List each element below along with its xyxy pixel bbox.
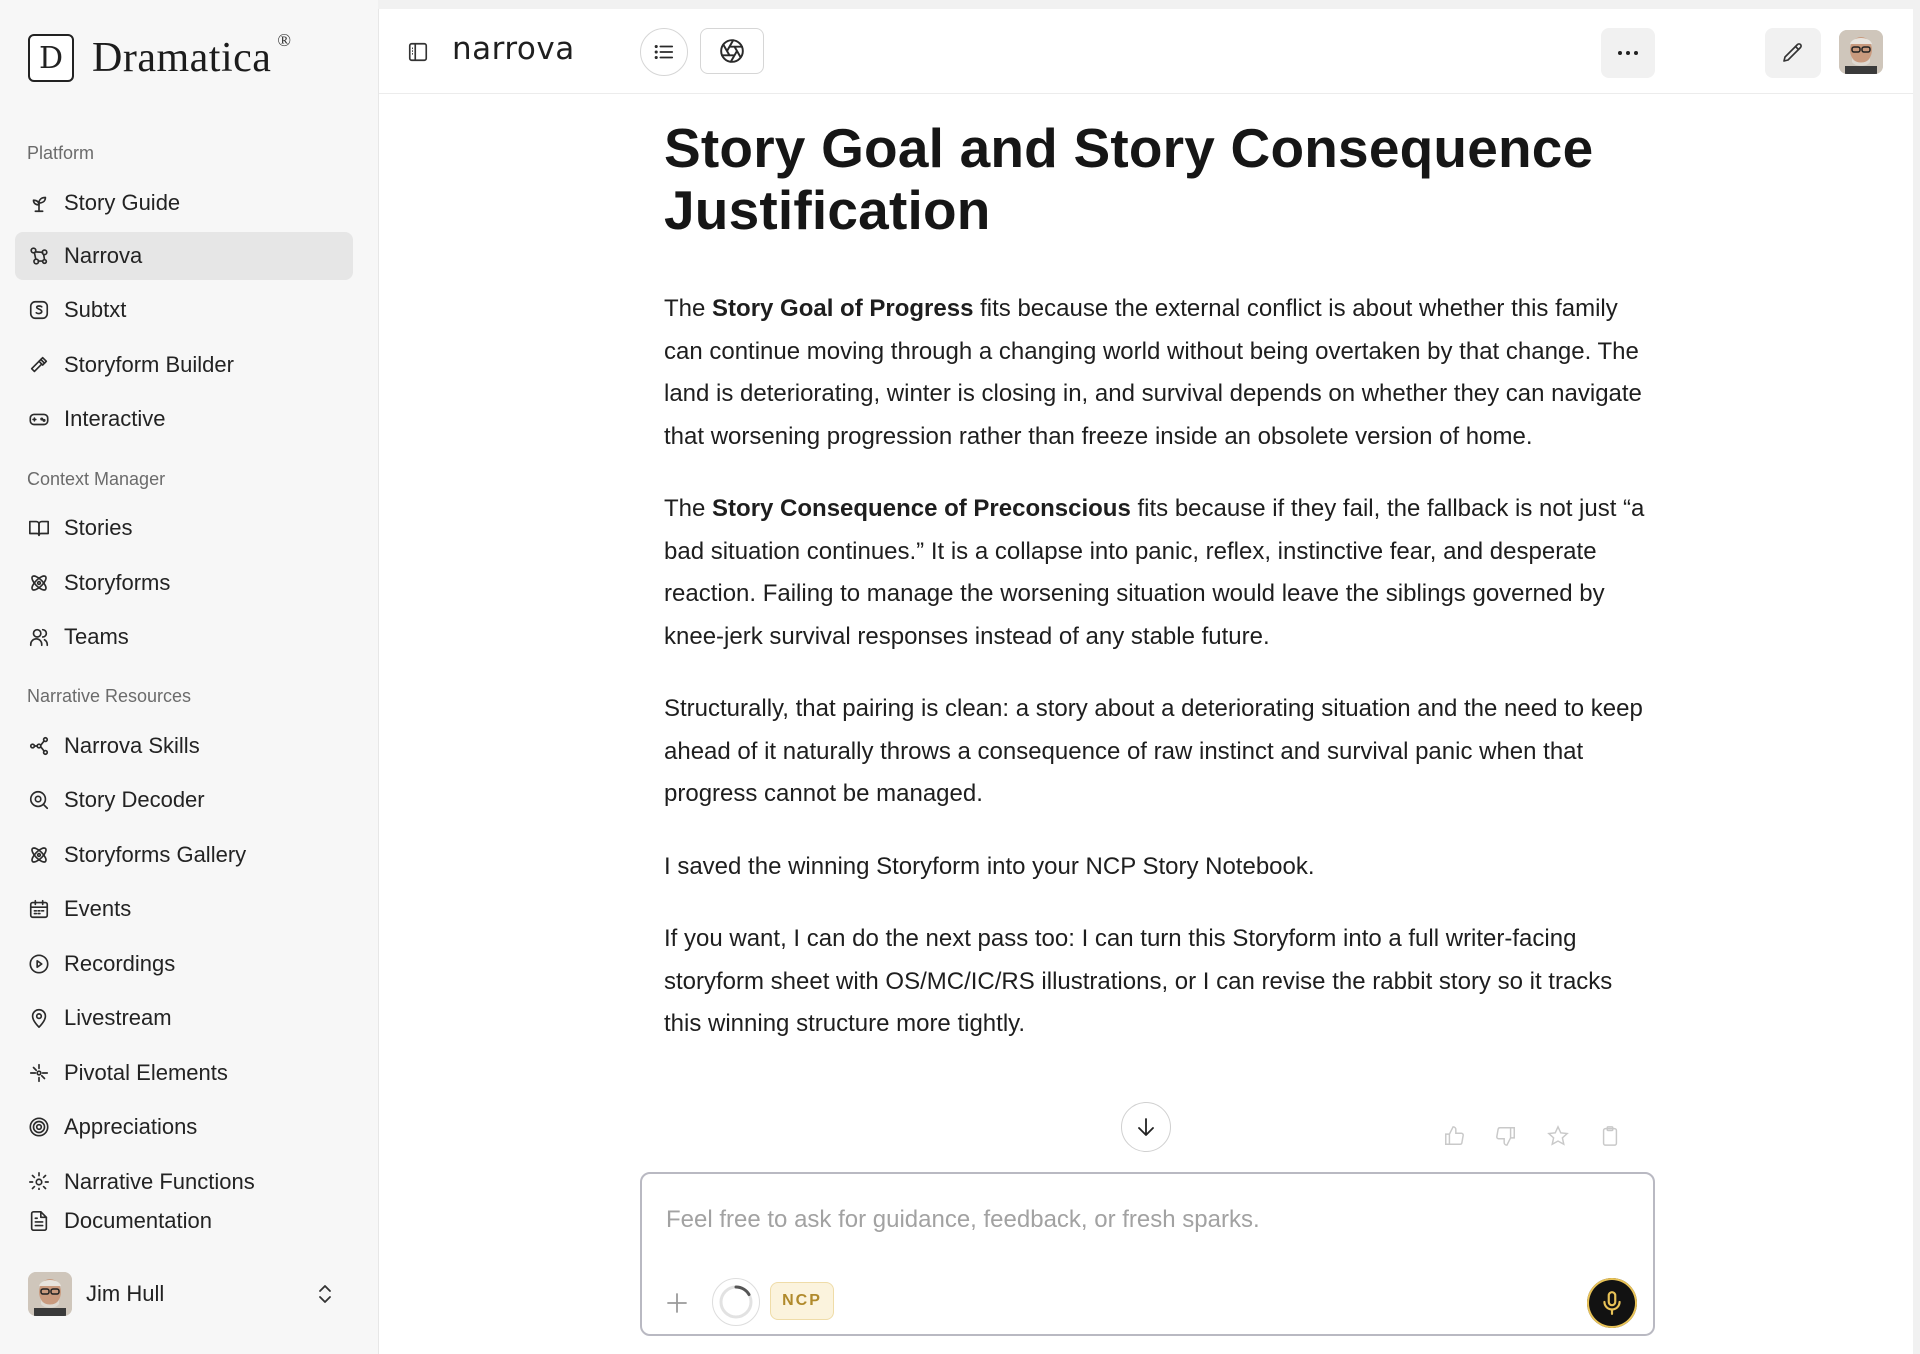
main-panel — [378, 9, 1913, 1354]
sidebar-item-label: Storyforms — [64, 570, 171, 595]
sidebar-item-label: Story Guide — [64, 190, 181, 215]
sidebar-scroll-clip — [0, 1160, 378, 1190]
pencil-icon — [1781, 41, 1805, 65]
sidebar-item-storyforms[interactable] — [15, 559, 353, 607]
sidebar-item-subtxt[interactable] — [15, 286, 353, 334]
message-composer — [640, 1172, 1655, 1336]
voice-input-button[interactable] — [1587, 1278, 1637, 1328]
add-attachment-button[interactable] — [662, 1288, 692, 1318]
paragraph-story-goal: The Story Goal of Progress fits because the external conflict is about whether this family can continue moving through a changing world without being overtaken by that change. The land is deteriorating, winter is closing in, and survival depends on whether they can navigate that worsening progression rather than freeze inside an obsolete version of home. — [664, 295, 1642, 450]
paragraph-structure: Structurally, that pairing is clean: a story about a deteriorating situation and the need to keep ahead of it naturally throws a consequence of raw instinct and survival panic when that progress cannot be managed. — [664, 695, 1643, 807]
sidebar-item-label: Narrative Functions — [64, 1169, 255, 1190]
message-actions — [1443, 1125, 1621, 1147]
arrow-down-icon — [1134, 1115, 1158, 1139]
atom-icon — [28, 572, 50, 594]
sidebar-item-livestream[interactable] — [15, 994, 353, 1042]
sprout-icon — [28, 192, 50, 214]
sidebar-item-label: Livestream — [64, 1005, 172, 1030]
sidebar — [0, 0, 378, 1354]
map-pin-icon — [28, 1007, 50, 1029]
microphone-icon — [1599, 1290, 1625, 1316]
aperture-button[interactable] — [700, 28, 764, 74]
sidebar-item-label: Recordings — [64, 951, 176, 976]
sidebar-item-appreciations[interactable] — [15, 1103, 353, 1151]
gear-icon — [28, 1171, 50, 1190]
section-label-context-manager: Context Manager — [27, 469, 166, 489]
sidebar-item-documentation[interactable] — [15, 1197, 353, 1245]
sidebar-item-label: Stories — [64, 515, 133, 540]
sidebar-item-label: Story Decoder — [64, 787, 205, 812]
atom-icon — [28, 844, 50, 866]
paragraph-saved: I saved the winning Storyform into your NCP Story Notebook. — [664, 852, 1315, 880]
network-icon — [28, 245, 50, 267]
section-label-narrative-resources: Narrative Resources — [27, 686, 192, 706]
sidebar-item-pivotal-elements[interactable] — [15, 1049, 353, 1097]
sidebar-item-label: Documentation — [64, 1208, 212, 1233]
sidebar-item-label: Storyform Builder — [64, 352, 234, 377]
conversation-list-button[interactable] — [640, 28, 688, 76]
account-avatar[interactable] — [1839, 30, 1883, 74]
ncp-badge-button[interactable]: NCP — [770, 1282, 834, 1320]
chat-input[interactable] — [666, 1206, 1626, 1246]
sidebar-item-story-decoder[interactable] — [15, 776, 353, 824]
calendar-icon — [28, 898, 50, 920]
thumbs-up-icon[interactable] — [1443, 1125, 1465, 1147]
window-top-strip — [378, 0, 1920, 9]
sidebar-item-label: Narrova Skills — [64, 733, 200, 758]
sidebar-item-story-guide[interactable] — [15, 179, 353, 227]
sidebar-item-narrova[interactable] — [15, 232, 353, 280]
sidebar-item-label: Subtxt — [64, 297, 127, 322]
more-horizontal-icon — [1617, 50, 1639, 56]
user-menu[interactable] — [15, 1264, 353, 1324]
star-icon[interactable] — [1547, 1125, 1569, 1147]
sidebar-item-recordings[interactable] — [15, 940, 353, 988]
play-circle-icon — [28, 953, 50, 975]
sidebar-toggle-icon[interactable] — [407, 41, 429, 63]
brand-name: Dramatica — [92, 35, 272, 81]
section-label-platform: Platform — [27, 143, 95, 163]
aperture-icon — [719, 38, 745, 64]
hammer-icon — [28, 354, 50, 376]
paragraph-next-pass: If you want, I can do the next pass too: I can turn this Storyform into a full writer-facing storyform sheet with OS/MC/IC/RS illustrations, or I can revise the rabbit story so it tracks this winning structure more tightly. — [664, 925, 1613, 1037]
page-title: narrova — [452, 31, 575, 67]
sidebar-item-events[interactable] — [15, 885, 353, 933]
chevron-up-down-icon — [315, 1282, 335, 1306]
heading-line-2: Justification — [664, 179, 991, 241]
avatar — [28, 1272, 72, 1316]
dramatica-logo-icon — [28, 34, 74, 82]
paragraph-story-consequence: The Story Consequence of Preconscious fits because if they fail, the fallback is not just “a bad situation continues.” It is a collapse into panic, reflex, instinctive fear, and desperate reaction. Failing to manage the worsening situation would leave the siblings governed by knee-jerk survival responses instead of any stable future. — [664, 495, 1645, 650]
sidebar-item-stories[interactable] — [15, 504, 353, 552]
list-icon — [653, 41, 675, 63]
skills-icon — [28, 735, 50, 757]
more-options-button[interactable] — [1601, 28, 1655, 78]
bold-story-consequence: Story Consequence of Preconscious — [712, 495, 1131, 522]
sidebar-item-narrative-functions[interactable] — [15, 1160, 353, 1190]
target-icon — [28, 1116, 50, 1138]
window-right-strip — [1913, 0, 1920, 1354]
sidebar-item-label: Appreciations — [64, 1114, 198, 1139]
sidebar-item-storyform-builder[interactable] — [15, 341, 353, 389]
sidebar-item-label: Pivotal Elements — [64, 1060, 228, 1085]
sidebar-item-narrova-skills[interactable] — [15, 722, 353, 770]
progress-ring-icon — [716, 1282, 756, 1322]
sidebar-item-label: Teams — [64, 624, 129, 649]
sidebar-item-label: Interactive — [64, 406, 166, 431]
heading-line-1: Story Goal and Story Consequence — [664, 117, 1594, 179]
book-icon — [28, 517, 50, 539]
bold-story-goal: Story Goal of Progress — [712, 295, 974, 322]
pivot-icon — [28, 1062, 50, 1084]
context-usage-button[interactable] — [712, 1278, 760, 1326]
gamepad-icon — [28, 408, 50, 430]
users-icon — [28, 626, 50, 648]
clipboard-icon[interactable] — [1599, 1125, 1621, 1147]
search-zoom-icon — [28, 789, 50, 811]
user-name: Jim Hull — [86, 1281, 165, 1306]
logo-letter: D — [38, 40, 64, 76]
document-icon — [28, 1210, 50, 1232]
sidebar-item-storyforms-gallery[interactable] — [15, 831, 353, 879]
sidebar-item-label: Events — [64, 896, 132, 921]
sidebar-item-label: Narrova — [64, 243, 143, 268]
top-bar — [379, 9, 1913, 94]
scroll-to-bottom-button[interactable] — [1121, 1102, 1171, 1152]
subtxt-icon — [28, 299, 50, 321]
plus-icon — [666, 1292, 688, 1314]
sidebar-item-teams[interactable] — [15, 613, 353, 661]
registered-mark: ® — [277, 29, 292, 50]
message-content — [664, 117, 1654, 1046]
sidebar-item-interactive[interactable] — [15, 395, 353, 443]
brand[interactable] — [28, 29, 292, 84]
message-heading — [664, 117, 1654, 241]
thumbs-down-icon[interactable] — [1495, 1125, 1517, 1147]
sidebar-item-label: Storyforms Gallery — [64, 842, 247, 867]
new-chat-button[interactable] — [1765, 28, 1821, 78]
